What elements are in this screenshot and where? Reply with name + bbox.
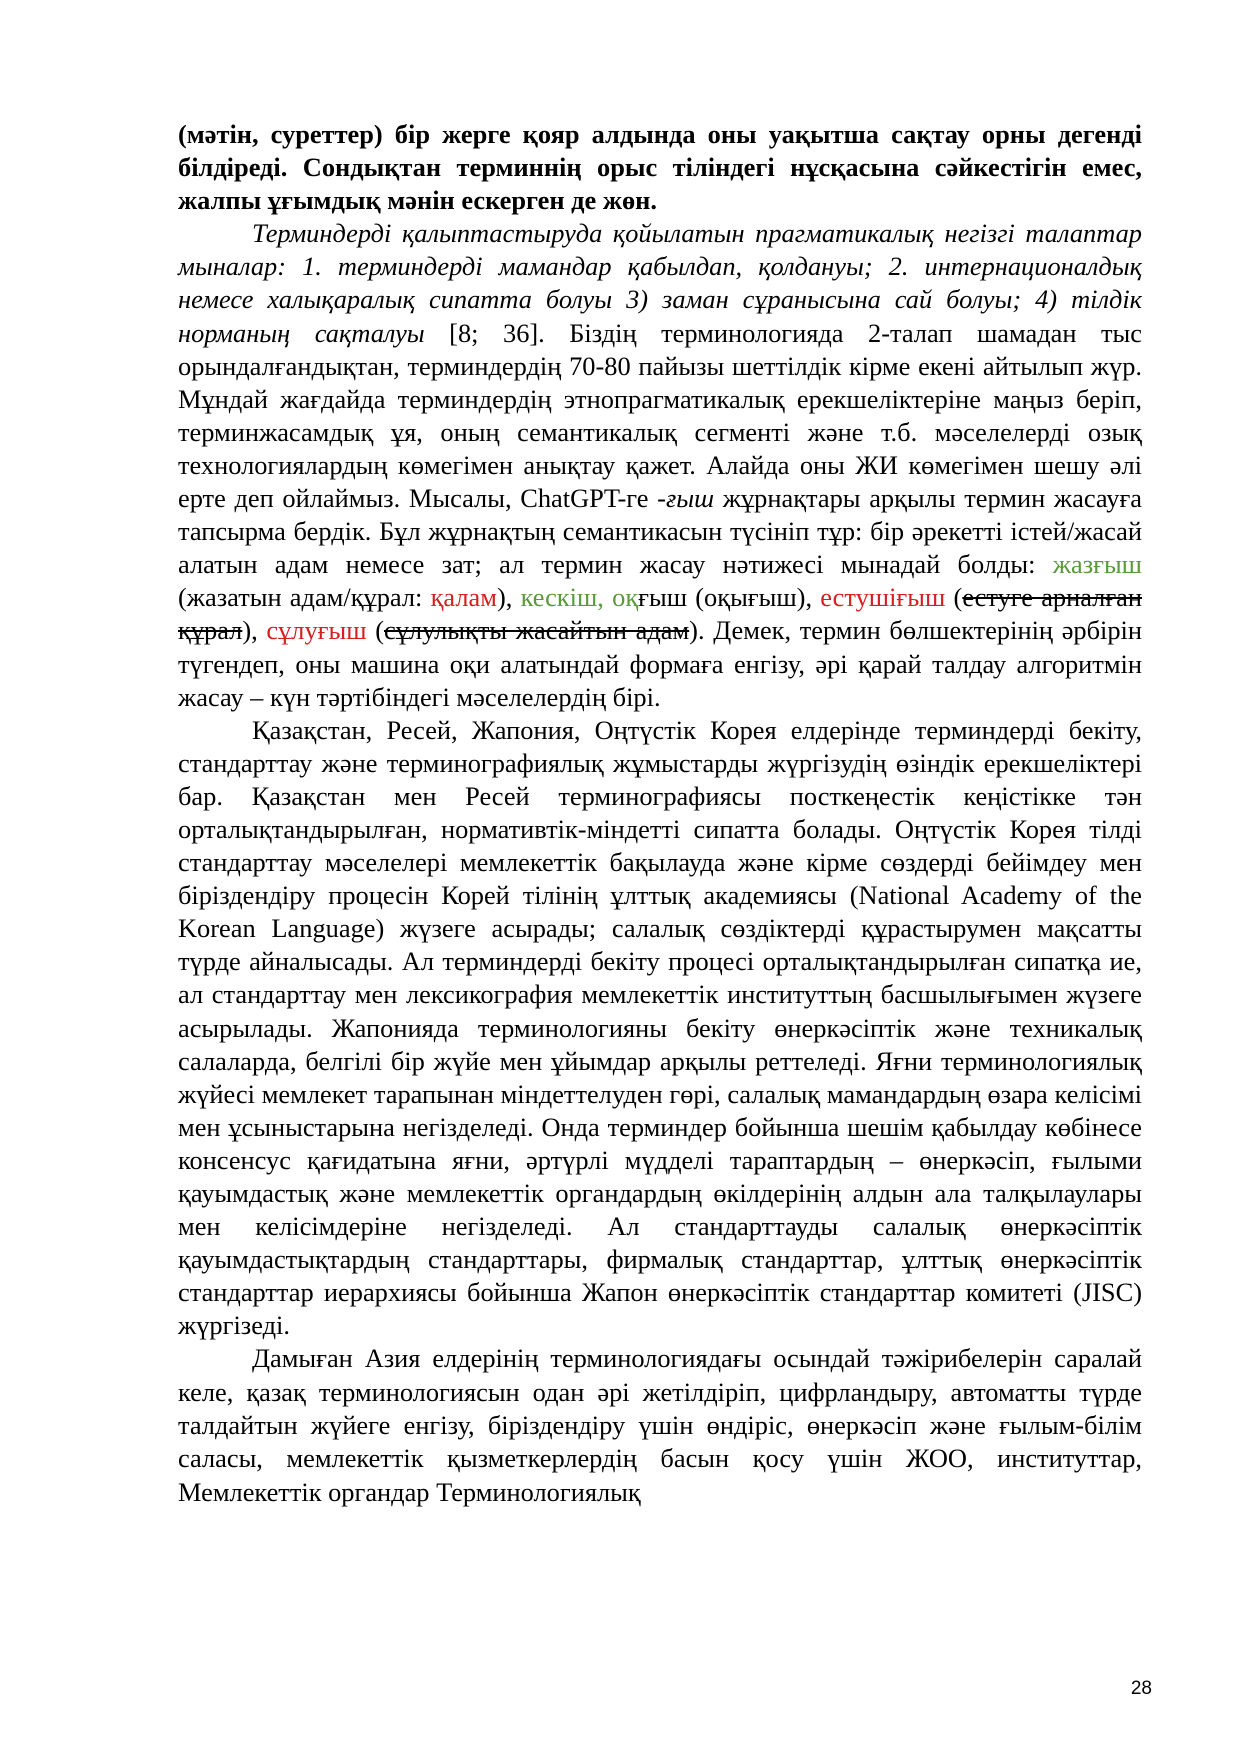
text-segment: ғыш (оқығыш), [638, 582, 821, 613]
term-green-jazgysh: жазғыш [1052, 549, 1142, 580]
paragraph-requirements [178, 217, 1142, 713]
paragraph-bold-text: (мәтін, суреттер) бір жерге қояр алдында оны уақытша сақтау орны дегенді білдіреді. Сондықтан терминнің орыс тіліндегі нұсқасына сәйкестігін емес, жалпы ұғымдық мәнін ескерген де жөн. [178, 119, 1142, 216]
term-green-keskish: кескіш, [520, 582, 604, 613]
asia-text: Дамыған Азия елдерінің терминологиядағы осындай тәжірибелерін саралай келе, қазақ терминологиясын одан әрі жетілдіріп, цифрландыру, автоматты түрде талдайтын жүйеге енгізу, біріздендіру үшін өндіріс, өнеркәсіп және ғылым-білім саласы, мемлекеттік қызметкерлердің басын қосу үшін ЖОО, институттар, Мемлекеттік органдар Терминологиялық [178, 1343, 1142, 1507]
text-segment: ( [366, 615, 384, 646]
text-segment: ( [945, 582, 963, 613]
text-segment: ), [496, 582, 521, 613]
text-segment: жұрнақтары арқылы термин жасауға тапсырма бердік. Бұл жұрнақтың семантикасын түсініп тұр: бір әрекетті істей/жасай алатын адам немесе зат; ал термин жасау нәтижесі мынадай болды: [178, 483, 1142, 580]
requirements-italic-text: Терминдерді қалыптастыруда қойылатын прагматикалық негізгі талаптар мыналар: 1. терминдерді мамандар қабылдап, қолдануы; 2. интернационалдық немесе халықаралық сипатта болуы 3) заман сұранысына сай болуы; 4) тілдік норманың сақталуы [178, 218, 1142, 348]
paragraph-countries [178, 714, 1142, 1343]
text-segment: ). Демек, термин бөлшектерінің әрбірін түгендеп, оны машина оқи алатындай формаға енгізу, әрі қарай талдау алгоритмін жасау – күн тәртібіндегі мәселелердің бірі. [178, 615, 1143, 712]
term-red-sulugysh: сұлуғыш [266, 615, 367, 646]
paragraph-asia [178, 1342, 1142, 1508]
term-red-qalam: қалам [430, 582, 497, 613]
text-segment [604, 582, 612, 612]
countries-text: Қазақстан, Ресей, Жапония, Оңтүстік Корея елдерінде терминдерді бекіту, стандарттау және терминографиялық жұмыстарды жүргізудің өзіндік ерекшеліктері бар. Қазақстан мен Ресей терминографиясы посткеңестік кеңістікке тән орталықтандырылған, нормативтік-міндетті сипатта болады. Оңтүстік Корея тілді стандарттау мәселелері мемлекеттік бақылауда және кірме сөздерді бейімдеу мен біріздендіру процесін Корей тілінің ұлттық академиясы (National Academy of the Korean Language) жүзеге асырады; салалық сөздіктерді құрастырумен мақсатты түрде айналысады. Ал терминдерді бекіту процесі орталықтандырылған сипатқа ие, ал стандарттау мен лексикография мемлекеттік институттың басшылығымен жүзеге асырылады. Жапонияда терминологияны бекіту өнеркәсіптік және техникалық салаларда, белгілі бір жүйе мен ұйымдар арқылы реттеледі. Яғни терминологиялық жүйесі мемлекет тарапынан міндеттелуден гөрі, салалық мамандардың өзара келісімі мен ұсыныстарына негізделеді. Онда терминдер бойынша шешім қабылдау көбінесе консенсус қағидатына яғни, әртүрлі мүдделі тараптардың – өнеркәсіп, ғылыми қауымдастық және мемлекеттік органдардың өкілдерінің алдын ала талқылаулары мен келісімдеріне негізделеді. Ал стандарттауды салалық өнеркәсіптік қауымдастықтардың стандарттары, фирмалық стандарттар, ұлттық өнеркәсіптік стандарттар иерархиясы бойынша Жапон өнеркәсіптік стандарттар комитеті (JISC) жүргізеді. [178, 714, 1142, 1341]
document-page [178, 118, 1142, 1509]
paragraph-bold-intro [178, 118, 1142, 217]
strikethrough-text: естуге арналған құрал [178, 582, 1143, 646]
text-segment: (жазатын адам/құрал: [178, 582, 431, 613]
strikethrough-text: сұлулықты жасайтын адам [383, 615, 690, 646]
text-segment: ), [242, 615, 267, 646]
suffix-example: -ғыш [657, 483, 715, 514]
page-number: 28 [1130, 1678, 1152, 1699]
term-red-estushigysh: естушіғыш [820, 582, 946, 613]
text-segment: [8; 36]. Біздің терминологияда 2-талап шамадан тыс орындалғандықтан, терминдердің 70-80 пайызы шеттілдік кірме екені айтылып жүр. Мұндай жағдайда терминдердің этнопрагматикалық ерекшеліктеріне маңыз беріп, терминжасамдық ұя, оның семантикалық сегменті және т.б. мәселелерді озық технологиялардың көмегімен анықтау қажет. Алайда оны ЖИ көмегімен шешу әлі ерте деп ойлаймыз. Мысалы, ChatGPT-ге [178, 317, 1142, 514]
term-green-oq: оқ [612, 582, 639, 613]
